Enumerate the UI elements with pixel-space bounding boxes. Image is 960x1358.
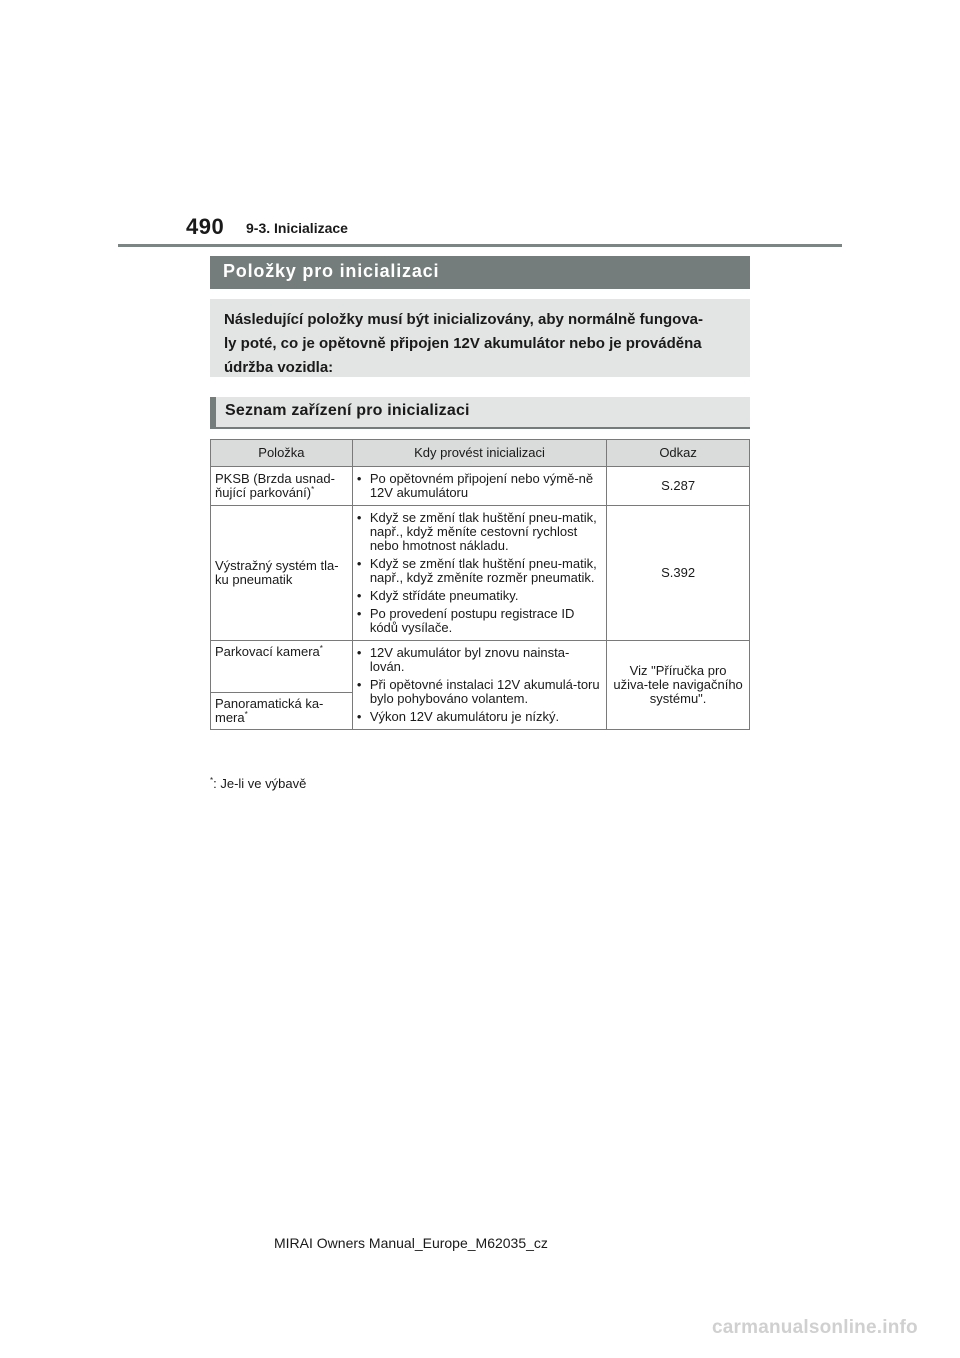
condition-item: • Po provedení postupu registrace ID kódů vysílače. (357, 607, 602, 635)
item-cell (211, 467, 353, 506)
item-cell (211, 506, 353, 641)
reference-cell: Viz "Příručka pro uživa-tele navigačního systému". (607, 641, 750, 730)
column-header-item: Položka (211, 440, 353, 467)
condition-item: • Po opětovném připojení nebo výmě-ně 12V akumulátoru (357, 472, 602, 500)
footnote-marker: * (319, 644, 323, 653)
footnote (210, 776, 306, 791)
condition-item: • 12V akumulátor byl znovu nainsta-lován. (357, 646, 602, 674)
page-title: Položky pro inicializaci (210, 256, 750, 289)
subheading: Seznam zařízení pro inicializaci (210, 397, 750, 429)
when-cell (352, 506, 606, 641)
header-divider (118, 244, 842, 247)
footnote-marker: * (311, 485, 315, 494)
item-name: mera (215, 710, 245, 725)
intro-box (210, 299, 750, 377)
footnote-marker: * (210, 776, 214, 785)
intro-line: údržba vozidla: (224, 359, 334, 376)
condition-item: • Když se změní tlak huštění pneu-matik, např., když změníte rozměr pneumatik. (357, 557, 602, 585)
table-header-row (211, 440, 750, 467)
page-number: 490 (186, 214, 225, 239)
table-row (211, 506, 750, 641)
when-cell (352, 641, 606, 730)
footnote-text: : Je-li ve výbavě (213, 776, 307, 791)
reference-cell: S.392 (607, 506, 750, 641)
item-name: Výstražný systém tla- (215, 558, 339, 573)
condition-item: • Když střídáte pneumatiky. (357, 589, 602, 603)
when-cell (352, 467, 606, 506)
item-cell (211, 641, 353, 693)
intro-line: Následující položky musí být inicializovány, aby normálně fungova- (224, 311, 703, 328)
initialization-table (210, 439, 750, 730)
item-name: ku pneumatik (215, 572, 293, 587)
item-name: Panoramatická ka- (215, 696, 324, 711)
footnote-marker: * (244, 710, 248, 719)
condition-item: • Výkon 12V akumulátoru je nízký. (357, 710, 602, 724)
column-header-reference: Odkaz (607, 440, 750, 467)
section-label: 9-3. Inicializace (246, 220, 348, 236)
reference-cell: S.287 (607, 467, 750, 506)
table-row (211, 641, 750, 693)
item-name: ňující parkování) (215, 485, 312, 500)
table-row (211, 467, 750, 506)
item-name: PKSB (Brzda usnad- (215, 471, 335, 486)
item-name: Parkovací kamera (215, 644, 320, 659)
intro-line: ly poté, co je opětovně připojen 12V akumulátor nebo je prováděna (224, 335, 702, 352)
item-cell (211, 693, 353, 730)
column-header-when: Kdy provést inicializaci (352, 440, 606, 467)
condition-item: • Když se změní tlak huštění pneu-matik, např., když měníte cestovní rychlost nebo hmotnost nákladu. (357, 511, 602, 553)
footer-document-id: MIRAI Owners Manual_Europe_M62035_cz (274, 1235, 548, 1251)
condition-item: • Při opětovné instalaci 12V akumulá-toru bylo pohybováno volantem. (357, 678, 602, 706)
watermark: carmanualsonline.info (712, 1317, 918, 1338)
